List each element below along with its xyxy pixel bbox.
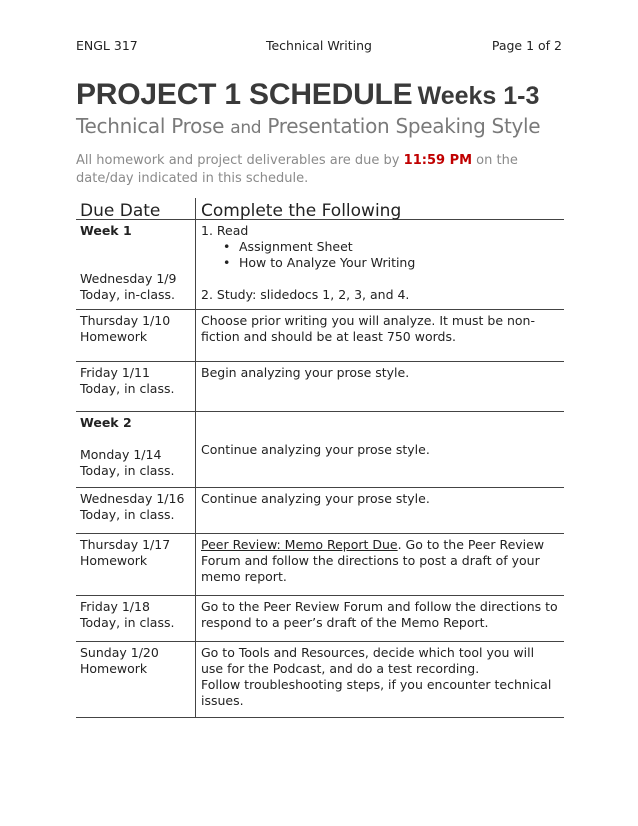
due-type: Today, in-class.	[80, 287, 176, 302]
notice-before: All homework and project deliverables are due by	[76, 153, 400, 168]
task-cell	[196, 412, 565, 488]
due-date: Thursday 1/17	[80, 537, 171, 552]
due-type: Today, in class.	[80, 381, 175, 396]
subtitle-part2: and	[230, 118, 262, 138]
task-cell	[196, 534, 565, 596]
task-text: . Go to the Peer Review Forum and follow the directions to post a draft of your memo report.	[201, 537, 545, 584]
table-row	[76, 362, 564, 412]
due-date-cell	[76, 488, 196, 534]
peer-review-link[interactable]: Peer Review: Memo Report Due	[201, 537, 398, 552]
subtitle-part3: Presentation Speaking Style	[267, 114, 541, 138]
page-subtitle	[76, 114, 540, 138]
task-item-study: 2. Study: slidedocs 1, 2, 3, and 4.	[201, 287, 410, 302]
due-date-cell	[76, 412, 196, 488]
task-cell	[196, 642, 565, 718]
week-label: Week 1	[80, 223, 132, 238]
table-row	[76, 488, 564, 534]
week-label: Week 2	[80, 415, 132, 430]
due-date-cell	[76, 596, 196, 642]
table-row	[76, 534, 564, 596]
due-type: Homework	[80, 329, 148, 344]
column-header-due-date: Due Date	[76, 198, 196, 220]
header-course-code: ENGL 317	[76, 38, 138, 53]
table-row	[76, 642, 564, 718]
due-type: Homework	[80, 553, 148, 568]
header-page-number: Page 1 of 2	[491, 38, 562, 53]
due-date: Sunday 1/20	[80, 645, 159, 660]
due-date: Wednesday 1/16	[80, 491, 185, 506]
task-cell	[196, 220, 565, 310]
reading-list	[201, 239, 560, 271]
deadline-notice	[76, 152, 566, 188]
due-date: Wednesday 1/9	[80, 271, 177, 286]
notice-after: on the date/day indicated in this schedule.	[76, 153, 518, 186]
due-date-cell	[76, 362, 196, 412]
due-date: Friday 1/11	[80, 365, 150, 380]
task-cell: Continue analyzing your prose style.	[196, 488, 565, 534]
task-cell: Choose prior writing you will analyze. It must be non-fiction and should be at least 750 words.	[196, 310, 565, 362]
header-course-title: Technical Writing	[265, 38, 372, 53]
due-date: Thursday 1/10	[80, 313, 171, 328]
due-type: Homework	[80, 661, 148, 676]
due-type: Today, in class.	[80, 463, 175, 478]
title-weeks: Weeks 1-3	[417, 82, 540, 110]
due-date-cell	[76, 534, 196, 596]
table-row	[76, 220, 564, 310]
task-cell: Go to the Peer Review Forum and follow the directions to respond to a peer’s draft of the Memo Report.	[196, 596, 565, 642]
list-item: • How to Analyze Your Writing	[239, 255, 560, 271]
list-item: • Assignment Sheet	[239, 239, 560, 255]
due-date-cell	[76, 642, 196, 718]
table-header-row	[76, 198, 564, 220]
table-row	[76, 310, 564, 362]
table-row	[76, 412, 564, 488]
page-title	[76, 78, 539, 112]
title-main: PROJECT 1 SCHEDULE	[76, 78, 413, 111]
due-date-cell	[76, 310, 196, 362]
notice-deadline: 11:59 PM	[403, 153, 473, 168]
subtitle-part1: Technical Prose	[76, 114, 225, 138]
schedule-table	[76, 198, 564, 718]
task-text-troubleshooting: Follow troubleshooting steps, if you encounter technical issues.	[201, 677, 552, 708]
task-item-read: 1. Read	[201, 223, 249, 238]
task-text: Continue analyzing your prose style.	[201, 441, 430, 457]
due-date: Friday 1/18	[80, 599, 150, 614]
table-row	[76, 596, 564, 642]
due-date-cell	[76, 220, 196, 310]
due-type: Today, in class.	[80, 615, 175, 630]
task-cell: Begin analyzing your prose style.	[196, 362, 565, 412]
task-text: Go to Tools and Resources, decide which tool you will use for the Podcast, and do a test recording.	[201, 645, 535, 676]
column-header-tasks: Complete the Following	[196, 198, 565, 220]
due-date: Monday 1/14	[80, 447, 162, 462]
due-type: Today, in class.	[80, 507, 175, 522]
